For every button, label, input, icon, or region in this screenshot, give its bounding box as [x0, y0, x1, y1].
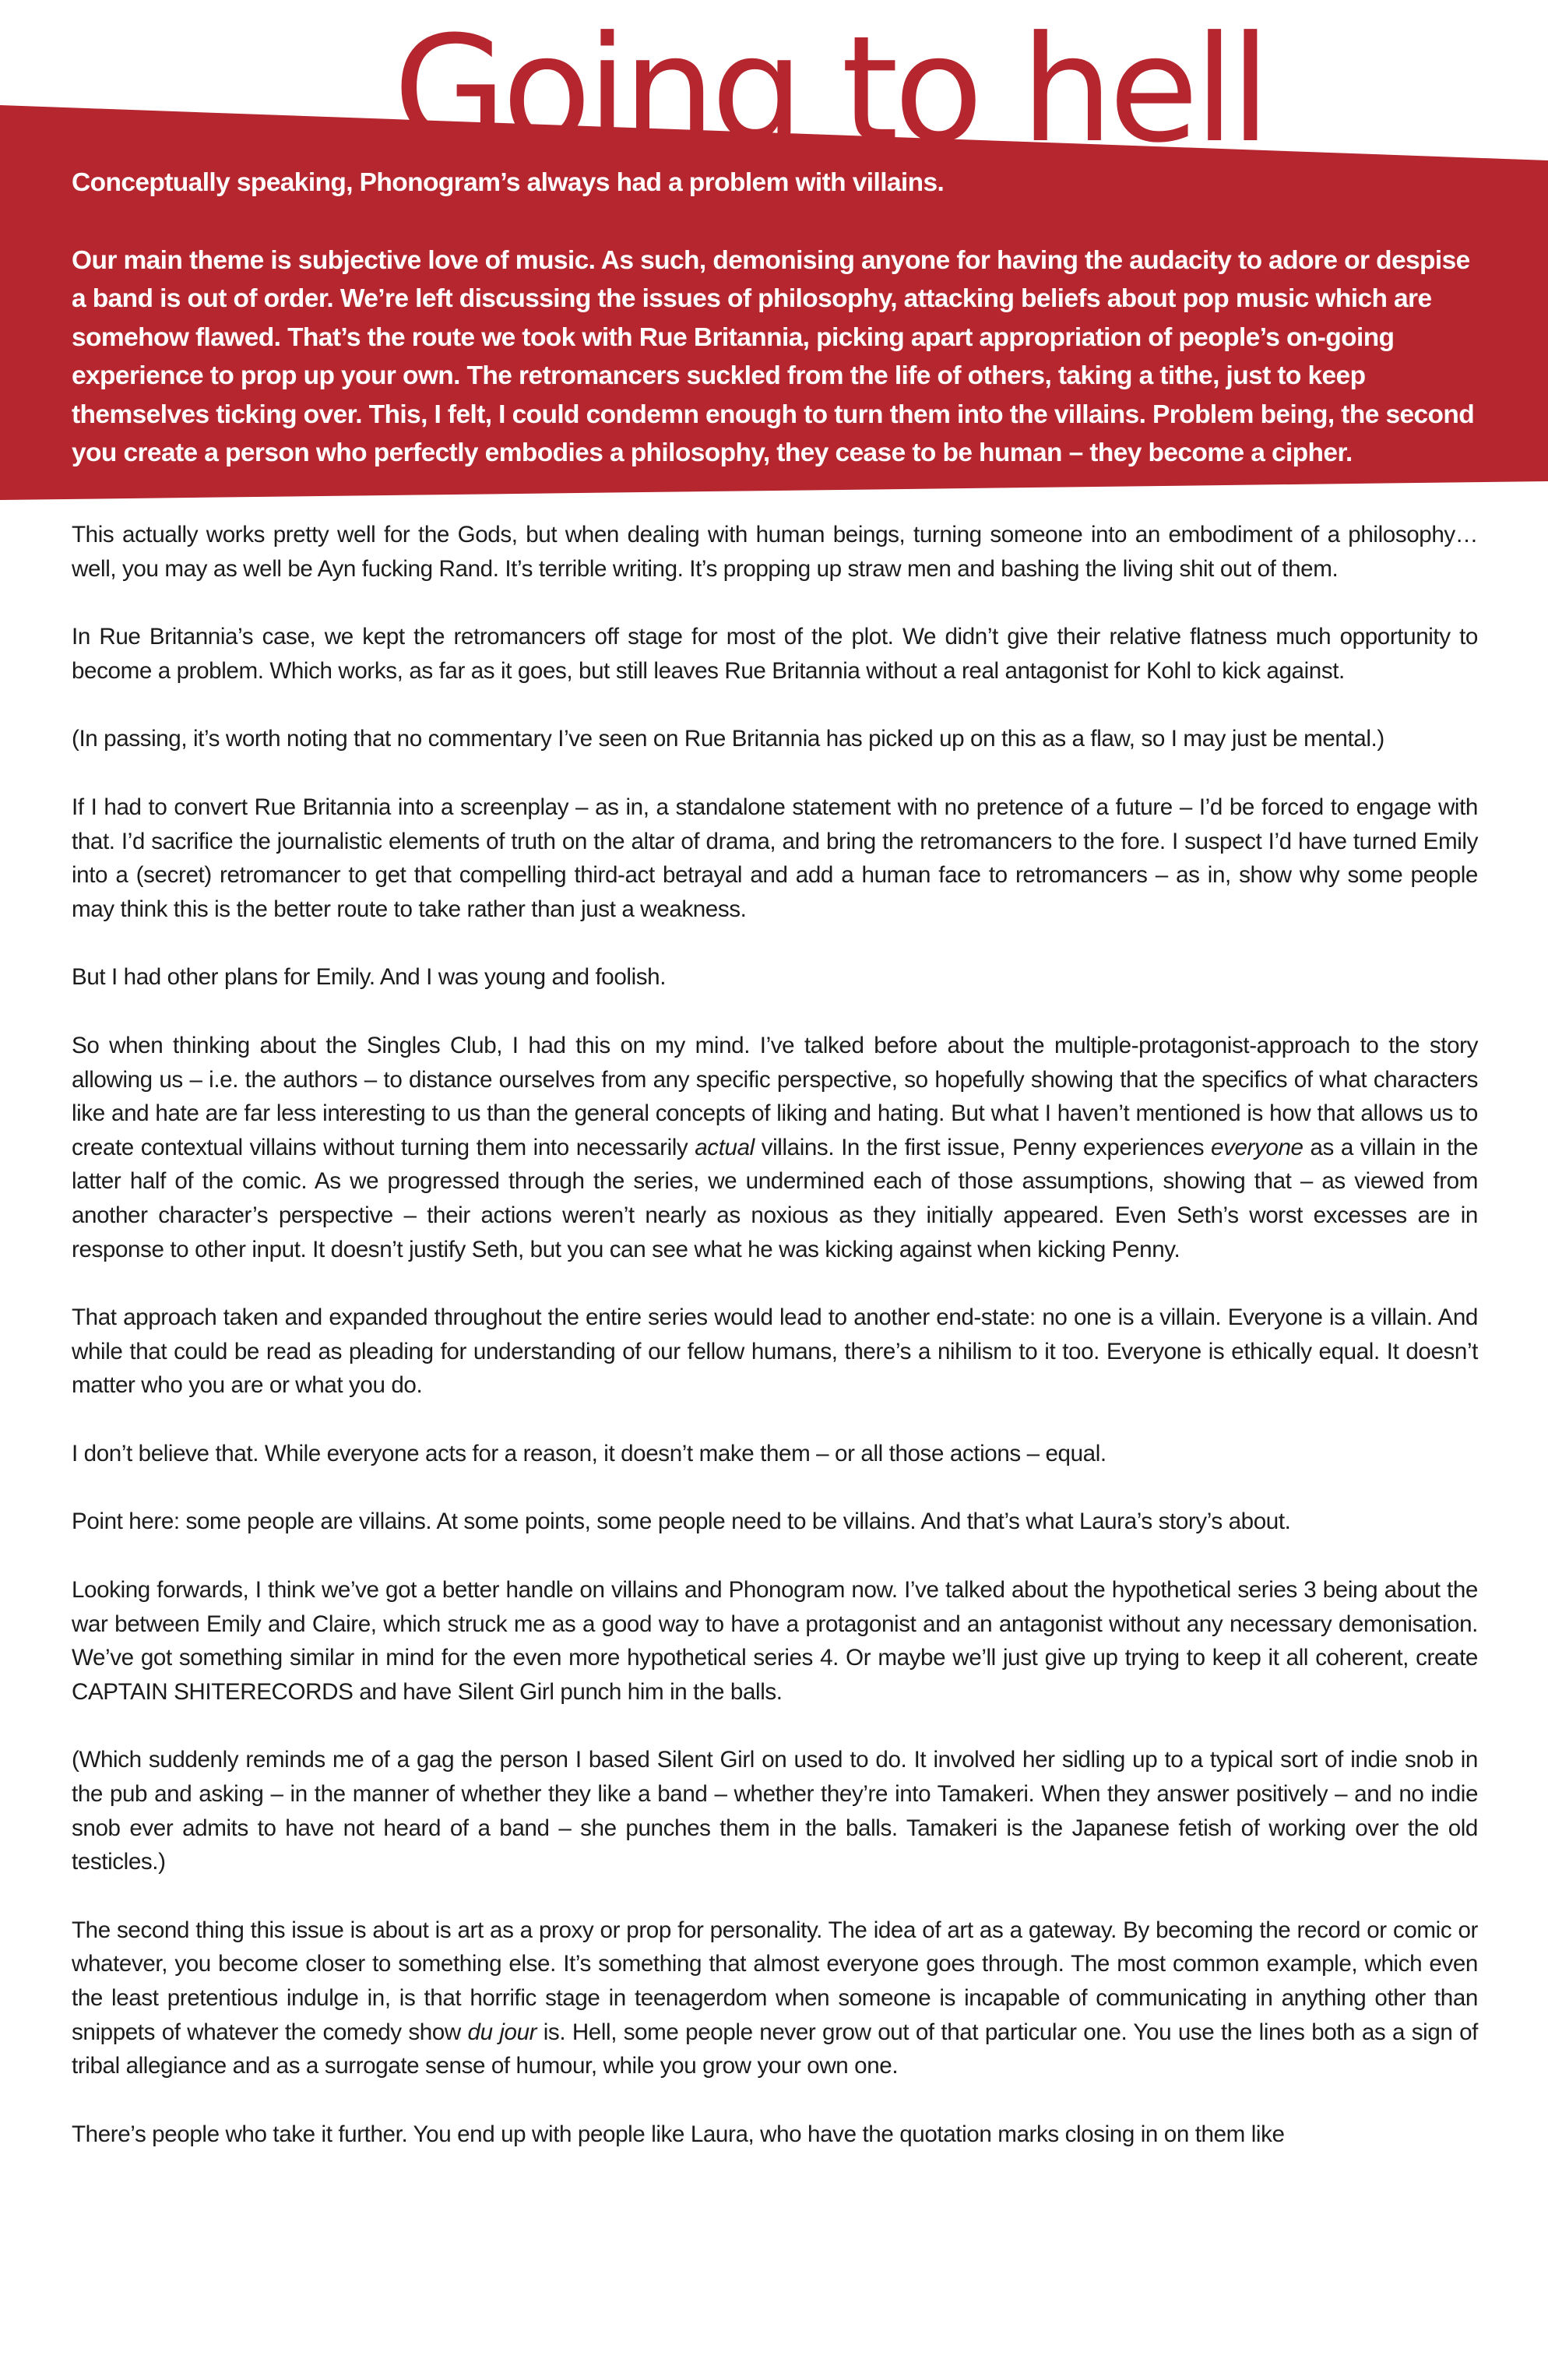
- body-paragraph: Looking forwards, I think we’ve got a better handle on villains and Phonogram now. I’ve talked about the hypothetical series 3 being about the war between Emily and Claire, which struck me as a good way to have a protagonist and an antagonist without any necessary demonisation. We’ve got something similar in mind for the even more hypothetical series 4. Or maybe we’ll just give up trying to keep it all coherent, create CAPTAIN SHITERECORDS and have Silent Girl punch him in the balls.: [72, 1577, 1478, 1705]
- body-paragraph: If I had to convert Rue Britannia into a screenplay – as in, a standalone statement with no pretence of a future – I’d be forced to engage with that. I’d sacrifice the journalistic elements of truth on the altar of drama, and bring the retromancers to the fore. I suspect I’d have turned Emily into a (secret) retromancer to get that compelling third-act betrayal and add a human face to retromancers – as in, show why some people may think this is the better route to take rather than just a weakness.: [72, 794, 1478, 922]
- lead-paragraph: Our main theme is subjective love of music. As such, demonising anyone for having the audacity to adore or despise a band is out of order. We’re left discussing the issues of philosophy, attacking beliefs about pop music which are somehow flawed. That’s the route we took with Rue Britannia, picking apart appropriation of people’s on-going experience to prop up your own. The retromancers suckled from the life of others, taking a tithe, just to keep themselves ticking over. This, I felt, I could condemn enough to turn them into the villains. Problem being, the second you create a person who perfectly embodies a philosophy, they cease to be human – they become a cipher.: [72, 245, 1475, 467]
- text-run: So when thinking about the Singles Club, I had this on my mind. I’ve talked before about the multiple-protagonist-approach to the story allowing us – i.e. the authors – to distance ourselves from any specific perspective, so hopefully showing that the specifics of what characters like and hate are far less interesting to us than the general concepts of liking and hating. But what I haven’t mentioned is how that allows us to create contextual villains without turning them into necessarily: [72, 1032, 1478, 1160]
- text-run: The second thing this issue is about is art as a proxy or prop for personality. The idea of art as a gateway. By becoming the record or comic or whatever, you become closer to something else. It’s something that almost everyone goes through. The most common example, which even the least pretentious indulge in, is that horrific stage in teenagerdom when someone is incapable of communicating in anything other than snippets of whatever the comedy show: [72, 1917, 1478, 2045]
- emphasis: du jour: [467, 2019, 537, 2045]
- article-body: [72, 518, 1478, 2185]
- body-paragraph: (In passing, it’s worth noting that no commentary I’ve seen on Rue Britannia has picked up on this as a flaw, so I may just be mental.): [72, 726, 1384, 752]
- body-paragraph: In Rue Britannia’s case, we kept the retromancers off stage for most of the plot. We didn’t give their relative flatness much opportunity to become a problem. Which works, as far as it goes, but still leaves Rue Britannia without a real antagonist for Kohl to kick against.: [72, 624, 1478, 684]
- emphasis: actual: [695, 1134, 755, 1160]
- body-paragraph: [72, 1029, 1478, 1266]
- text-run: as a villain in the latter half of the comic. As we progressed through the series, we undermined each of those assumptions, showing that – as viewed from another character’s perspective – their actions weren’t nearly as noxious as they initially appeared. Even Seth’s worst excesses are in response to other input. It doesn’t justify Seth, but you can see what he was kicking against when kicking Penny.: [72, 1134, 1479, 1262]
- body-paragraph: (Which suddenly reminds me of a gag the person I based Silent Girl on used to do. It involved her sidling up to a typical sort of indie snob in the pub and asking – in the manner of whether they like a band – whether they’re into Tamakeri. When they answer positively – and no indie snob ever admits to have not heard of a band – she punches them in the balls. Tamakeri is the Japanese fetish of working over the old testicles.): [72, 1747, 1478, 1875]
- body-paragraph: But I had other plans for Emily. And I was young and foolish.: [72, 964, 667, 991]
- body-paragraph: There’s people who take it further. You end up with people like Laura, who have the quotation marks closing in on them like: [72, 2121, 1285, 2147]
- text-run: villains. In the first issue, Penny experiences: [754, 1134, 1212, 1160]
- lead-paragraph: Conceptually speaking, Phonogram’s always had a problem with villains.: [72, 168, 945, 197]
- lead-section: [72, 164, 1485, 512]
- body-paragraph: Point here: some people are villains. At some points, some people need to be villains. And that’s what Laura’s story’s about.: [72, 1509, 1291, 1535]
- body-paragraph: I don’t believe that. While everyone acts for a reason, it doesn’t make them – or all those actions – equal.: [72, 1440, 1106, 1466]
- article-title: Going to hell: [393, 5, 1266, 175]
- body-paragraph: That approach taken and expanded throughout the entire series would lead to another end-state: no one is a villain. Everyone is a villain. And while that could be read as pleading for understanding of our fellow humans, there’s a nihilism to it too. Everyone is ethically equal. It doesn’t matter who you are or what you do.: [72, 1304, 1478, 1399]
- body-paragraph: [72, 1914, 1478, 2083]
- text-run: is. Hell, some people never grow out of that particular one. You use the lines both as a sign of tribal allegiance and as a surrogate sense of humour, while you grow your own one.: [72, 2019, 1478, 2079]
- body-paragraph: This actually works pretty well for the Gods, but when dealing with human beings, turning someone into an embodiment of a philosophy… well, you may as well be Ayn fucking Rand. It’s terrible writing. It’s propping up straw men and bashing the living shit out of them.: [72, 522, 1478, 582]
- emphasis: everyone: [1211, 1134, 1303, 1160]
